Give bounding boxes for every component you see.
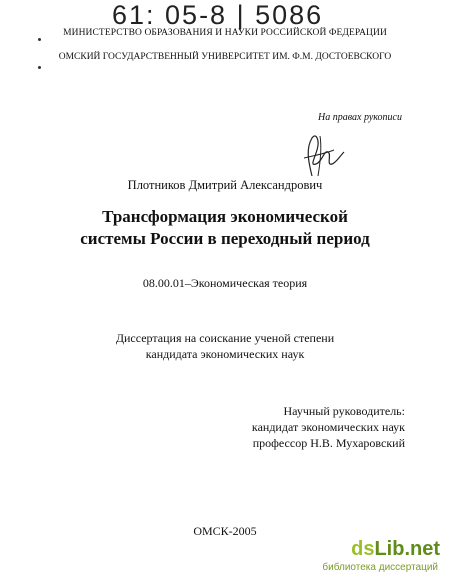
supervisor-label: Научный руководитель: [283, 404, 405, 418]
degree-statement [0, 330, 450, 362]
margin-dot [38, 66, 41, 69]
supervisor-degree: кандидат экономических наук [251, 420, 405, 434]
title-line: Трансформация экономической [102, 207, 348, 226]
specialty-code: 08.00.01–Экономическая теория [142, 276, 308, 290]
title-line: системы России в переходный период [80, 229, 370, 248]
watermark-tagline: библиотека диссертаций [322, 562, 438, 573]
signature-image [290, 130, 350, 180]
watermark[interactable] [322, 538, 444, 578]
watermark-logo[interactable] [351, 538, 440, 561]
supervisor-name: профессор Н.В. Мухаровский [252, 436, 405, 450]
handwritten-archive-code: 61: 05-8 | 5086 [112, 0, 324, 30]
city-year: ОМСК-2005 [193, 524, 257, 538]
university-header: ОМСКИЙ ГОСУДАРСТВЕННЫЙ УНИВЕРСИТЕТ ИМ. Ф.М. ДОСТОЕВСКОГО [58, 52, 392, 62]
degree-line: Диссертация на соискание ученой степени [115, 331, 335, 345]
manuscript-rights-note: На правах рукописи [318, 112, 402, 123]
ministry-header: МИНИСТЕРСТВО ОБРАЗОВАНИЯ И НАУКИ РОССИЙСКОЙ ФЕДЕРАЦИИ [63, 28, 387, 38]
author-name: Плотников Дмитрий Александрович [127, 178, 323, 192]
supervisor-block [235, 403, 405, 451]
dissertation-title [0, 206, 450, 250]
logo-part: Lib.net [374, 538, 440, 560]
logo-part: ds [351, 538, 375, 560]
degree-line: кандидата экономических наук [145, 347, 305, 361]
margin-dot [38, 38, 41, 41]
